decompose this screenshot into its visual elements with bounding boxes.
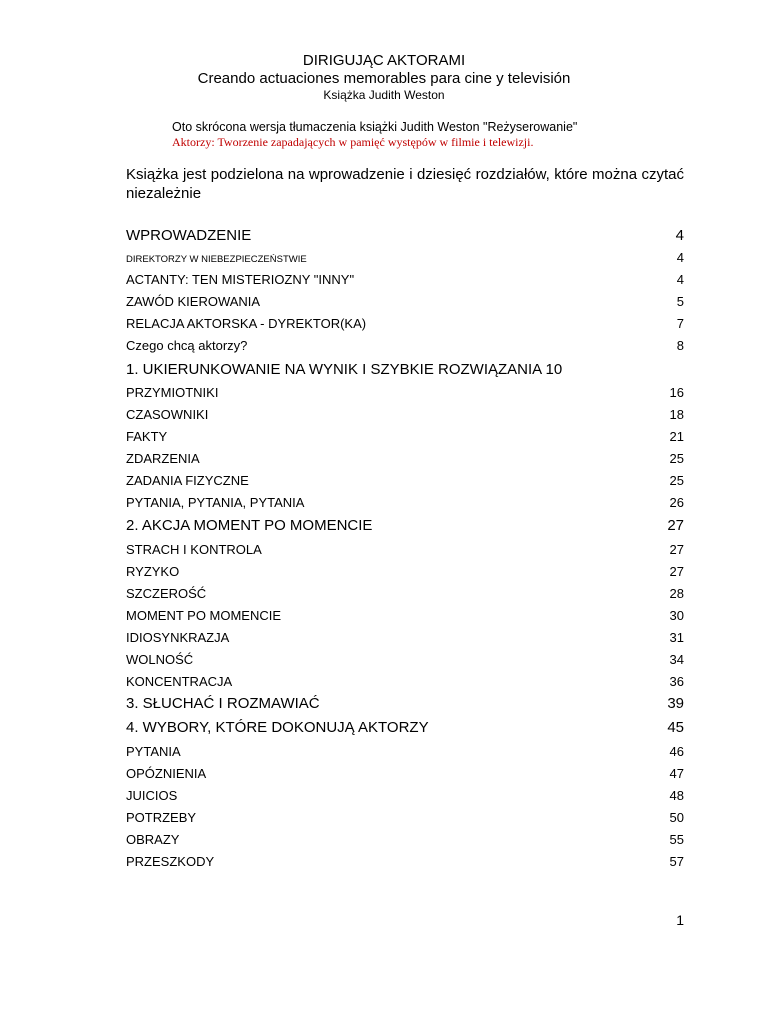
toc-page: 16 (669, 385, 684, 400)
toc-label: FAKTY (126, 429, 168, 444)
page-number: 1 (676, 912, 684, 928)
toc-label: SZCZEROŚĆ (126, 586, 207, 601)
toc-entry (126, 361, 684, 378)
toc-page: 4 (676, 272, 684, 287)
toc-entry (126, 250, 684, 265)
toc-entry (126, 495, 684, 510)
toc-page: 18 (669, 407, 684, 422)
toc-page: 34 (669, 652, 684, 667)
toc-entry (126, 630, 684, 645)
toc-entry (126, 674, 684, 689)
toc-page: 28 (669, 586, 684, 601)
toc-entry (126, 652, 684, 667)
toc-label: 1. UKIERUNKOWANIE NA WYNIK I SZYBKIE ROZWIĄZANIA 10 (126, 361, 563, 378)
toc-entry (126, 810, 684, 825)
toc-page: 36 (669, 674, 684, 689)
toc-label: JUICIOS (126, 788, 178, 803)
toc-entry (126, 451, 684, 466)
toc-entry (126, 719, 684, 736)
toc-label: PYTANIA, PYTANIA, PYTANIA (126, 495, 305, 510)
toc-entry (126, 564, 684, 579)
toc-label: PRZESZKODY (126, 854, 215, 869)
toc-label: 4. WYBORY, KTÓRE DOKONUJĄ AKTORZY (126, 719, 429, 736)
toc-page: 27 (669, 564, 684, 579)
toc-label: ZAWÓD KIEROWANIA (126, 294, 261, 309)
toc-page: 46 (669, 744, 684, 759)
toc-label: KONCENTRACJA (126, 674, 233, 689)
toc-page: 57 (669, 854, 684, 869)
toc-page: 48 (669, 788, 684, 803)
toc-label: RYZYKO (126, 564, 180, 579)
toc-label: ZADANIA FIZYCZNE (126, 473, 249, 488)
toc-entry (126, 385, 684, 400)
author-line: Książka Judith Weston (323, 88, 445, 102)
toc-label: POTRZEBY (126, 810, 197, 825)
toc-label: CZASOWNIKI (126, 407, 209, 422)
intro-paragraph: Książka jest podzielona na wprowadzenie i dziesięć rozdziałów, które można czytać niezależnie (126, 166, 684, 202)
toc-label: PRZYMIOTNIKI (126, 385, 219, 400)
toc-entry (126, 316, 684, 331)
toc-page: 26 (669, 495, 684, 510)
toc-entry (126, 744, 684, 759)
toc-label: WPROWADZENIE (126, 227, 252, 244)
toc-page: 25 (669, 473, 684, 488)
document-title: DIRIGUJĄC AKTORAMI (302, 52, 466, 69)
toc-page: 27 (669, 542, 684, 557)
toc-page: 8 (676, 338, 684, 353)
toc-label: ZDARZENIA (126, 451, 200, 466)
toc-label: PYTANIA (126, 744, 181, 759)
toc-entry (126, 227, 684, 244)
toc-page: 5 (676, 294, 684, 309)
toc-page: 39 (667, 695, 684, 712)
toc-page: 31 (669, 630, 684, 645)
toc-entry (126, 407, 684, 422)
toc-entry (126, 473, 684, 488)
toc-entry (126, 586, 684, 601)
toc-entry (126, 294, 684, 309)
toc-page: 7 (676, 316, 684, 331)
toc-page: 25 (669, 451, 684, 466)
toc-entry (126, 766, 684, 781)
toc-page: 30 (669, 608, 684, 623)
toc-page: 55 (669, 832, 684, 847)
toc-entry (126, 272, 684, 287)
toc-page: 4 (675, 227, 684, 244)
toc-entry (126, 429, 684, 444)
toc-entry (126, 788, 684, 803)
toc-label: RELACJA AKTORSKA - DYREKTOR(KA) (126, 316, 367, 331)
toc-entry (126, 517, 684, 534)
toc-label: STRACH I KONTROLA (126, 542, 262, 557)
toc-entry (126, 608, 684, 623)
toc-label: OBRAZY (126, 832, 180, 847)
toc-label: 3. SŁUCHAĆ I ROZMAWIAĆ (126, 695, 320, 712)
toc-label: 2. AKCJA MOMENT PO MOMENCIE (126, 517, 373, 534)
toc-label: DIREKTORZY W NIEBEZPIECZEŃSTWIE (126, 254, 307, 265)
toc-entry (126, 832, 684, 847)
toc-label: IDIOSYNKRAZJA (126, 630, 230, 645)
toc-page: 50 (669, 810, 684, 825)
toc-entry (126, 695, 684, 712)
translation-note: Oto skrócona wersja tłumaczenia książki Judith Weston "Reżyserowanie" (172, 120, 578, 134)
toc-page: 27 (667, 517, 684, 534)
original-title-note: Aktorzy: Tworzenie zapadających w pamięć występów w filmie i telewizji. (172, 135, 534, 149)
table-of-contents (126, 0, 684, 1024)
toc-entry (126, 542, 684, 557)
toc-entry (126, 854, 684, 869)
toc-label: MOMENT PO MOMENCIE (126, 608, 282, 623)
toc-page: 21 (669, 429, 684, 444)
toc-entry (126, 338, 684, 353)
toc-label: OPÓZNIENIA (126, 766, 207, 781)
toc-label: ACTANTY: TEN MISTERIOZNY "INNY" (126, 272, 355, 287)
toc-page: 45 (667, 719, 684, 736)
toc-page: 47 (669, 766, 684, 781)
toc-label: Czego chcą aktorzy? (126, 338, 248, 353)
toc-label: WOLNOŚĆ (126, 652, 194, 667)
toc-page: 4 (676, 250, 684, 265)
document-subtitle: Creando actuaciones memorables para cine y televisión (197, 70, 571, 87)
